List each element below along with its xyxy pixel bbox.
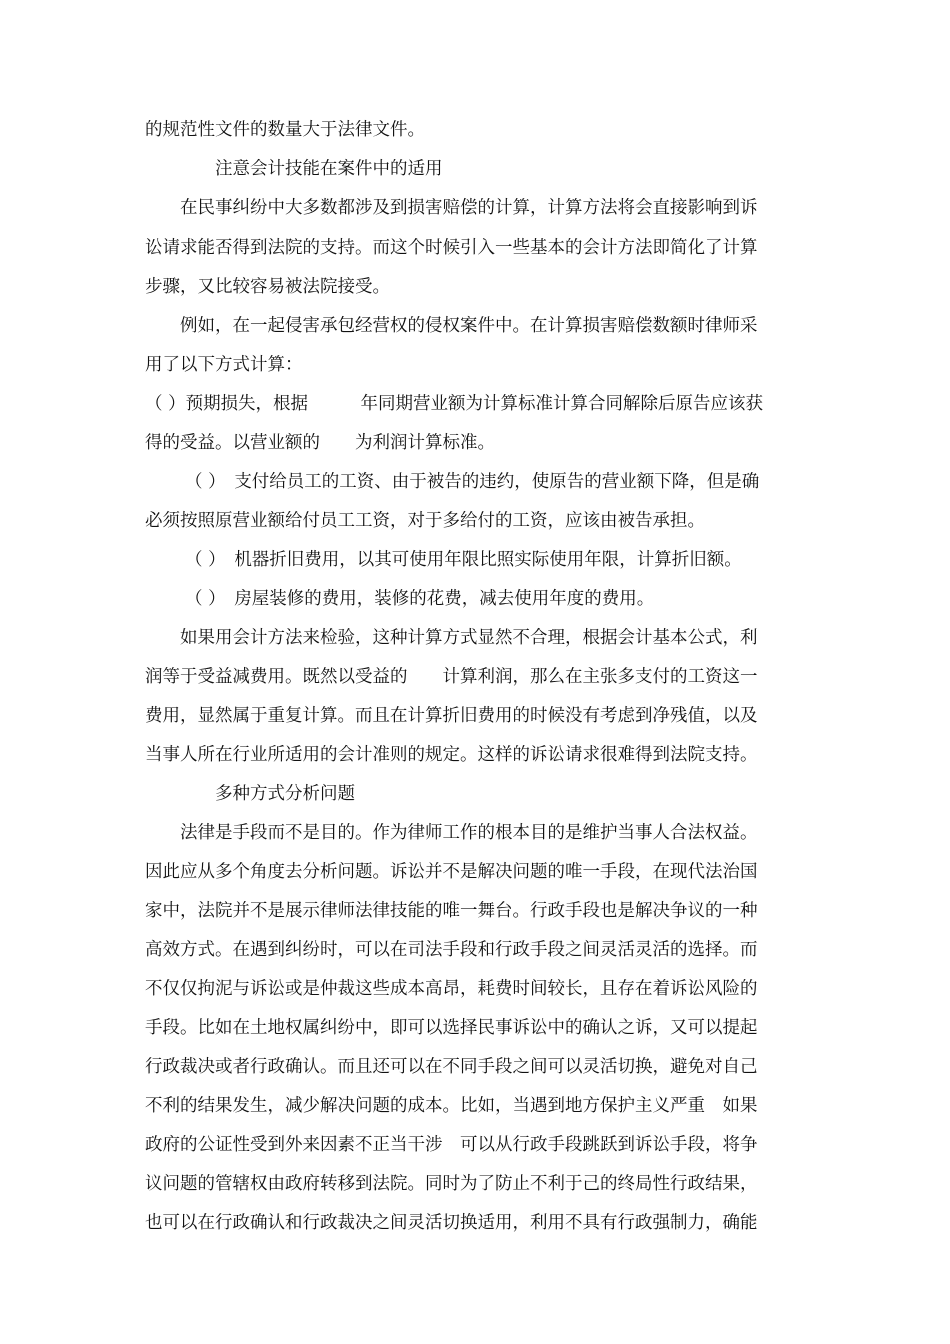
text-line: 的规范性文件的数量大于法律文件。 [145, 120, 425, 140]
text-line: 当事人所在行业所适用的会计准则的规定。这样的诉讼请求很难得到法院支持。 [145, 745, 758, 765]
text-line: 因此应从多个角度去分析问题。诉讼并不是解决问题的唯一手段，在现代法治国 [145, 862, 758, 882]
text-line: 也可以在行政确认和行政裁决之间灵活切换适用，利用不具有行政强制力，确能 [145, 1213, 758, 1233]
text-line: 高效方式。在遇到纠纷时，可以在司法手段和行政手段之间灵活灵活的选择。而 [145, 940, 758, 960]
text-line: 如果用会计方法来检验，这种计算方式显然不合理，根据会计基本公式，利 [180, 628, 758, 648]
text-line: 用了以下方式计算： [145, 355, 303, 375]
text-line: 法律是手段而不是目的。作为律师工作的根本目的是维护当事人合法权益。 [180, 823, 758, 843]
section-heading: 多种方式分析问题 [215, 784, 355, 804]
text-line: 家中，法院并不是展示律师法律技能的唯一舞台。行政手段也是解决争议的一种 [145, 901, 758, 921]
text-line: 政府的公证性受到外来因素不正当干涉 可以从行政手段跳跃到诉讼手段，将争 [145, 1135, 758, 1155]
text-line: 议问题的管辖权由政府转移到法院。同时为了防止不利于己的终局性行政结果， [145, 1174, 758, 1194]
list-item: （ ） 支付给员工的工资、由于被告的违约，使原告的营业额下降，但是确 [185, 472, 760, 492]
text-line: 行政裁决或者行政确认。而且还可以在不同手段之间可以灵活切换，避免对自己 [145, 1057, 758, 1077]
text-line: 费用，显然属于重复计算。而且在计算折旧费用的时候没有考虑到净残值，以及 [145, 706, 758, 726]
text-line: 不仅仅拘泥与诉讼或是仲裁这些成本高昂，耗费时间较长，且存在着诉讼风险的 [145, 979, 758, 999]
list-item: （ ） 机器折旧费用，以其可使用年限比照实际使用年限，计算折旧额。 [185, 550, 742, 570]
text-line: 步骤，又比较容易被法院接受。 [145, 277, 390, 297]
text-line: 不利的结果发生，减少解决问题的成本。比如，当遇到地方保护主义严重 如果 [145, 1096, 758, 1116]
section-heading: 注意会计技能在案件中的适用 [215, 159, 443, 179]
text-line: 讼请求能否得到法院的支持。而这个时候引入一些基本的会计方法即简化了计算 [145, 238, 758, 258]
list-item: （ ） 房屋装修的费用，装修的花费，减去使用年度的费用。 [185, 589, 655, 609]
list-item: （ ）预期损失，根据 年同期营业额为计算标准计算合同解除后原告应该获 [145, 394, 764, 414]
text-line: 润等于受益减费用。既然以受益的 计算利润，那么在主张多支付的工资这一 [145, 667, 758, 687]
text-line: 例如，在一起侵害承包经营权的侵权案件中。在计算损害赔偿数额时律师采 [180, 316, 758, 336]
text-line: 得的受益。以营业额的 为利润计算标准。 [145, 433, 495, 453]
text-line: 必须按照原营业额给付员工工资，对于多给付的工资，应该由被告承担。 [145, 511, 705, 531]
text-line: 手段。比如在土地权属纠纷中，即可以选择民事诉讼中的确认之诉，又可以提起 [145, 1018, 758, 1038]
text-line: 在民事纠纷中大多数都涉及到损害赔偿的计算，计算方法将会直接影响到诉 [180, 198, 758, 218]
